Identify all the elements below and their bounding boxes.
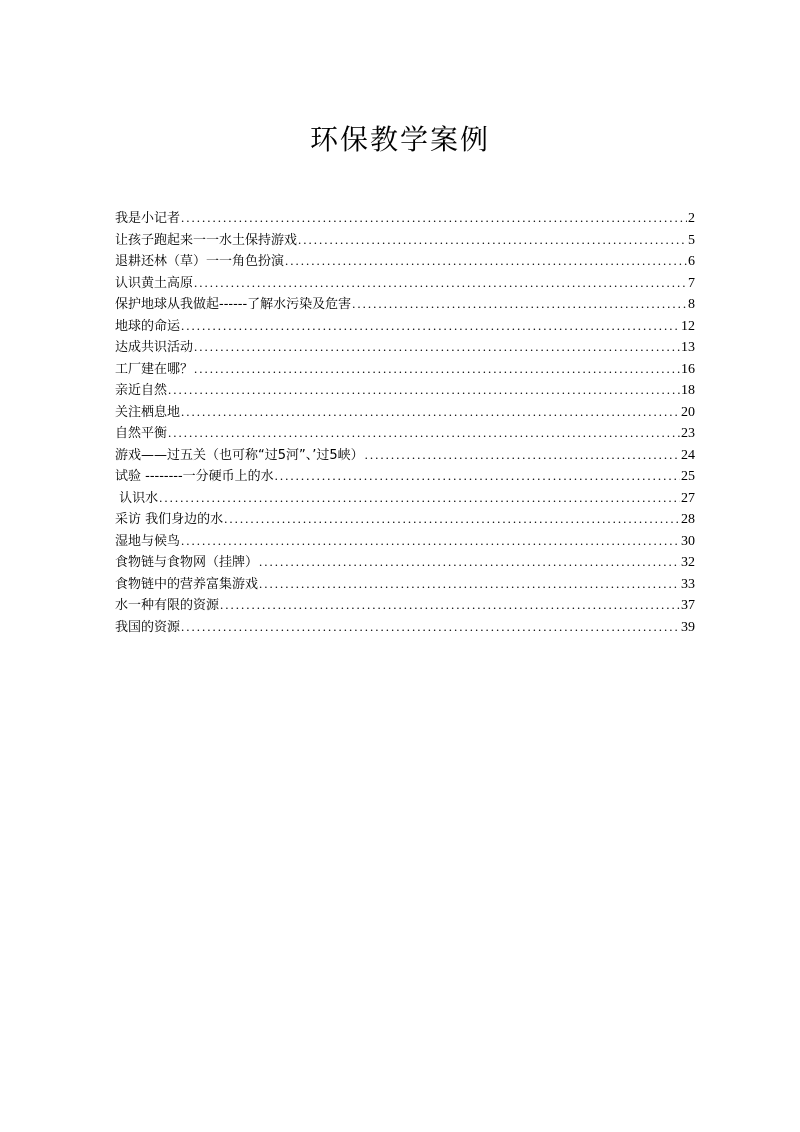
toc-entry-page: 23 [681, 426, 695, 441]
toc-entry-page: 30 [681, 533, 695, 549]
toc-leader-dots [181, 530, 680, 552]
toc-entry[interactable] [115, 229, 695, 251]
page-title: 环保教学案例 [309, 123, 490, 156]
toc-entry-page: 13 [681, 340, 695, 355]
toc-entry-title: 试验 --------一分硬币上的水 [115, 469, 274, 484]
toc-entry[interactable] [115, 293, 695, 315]
toc-entry[interactable] [115, 272, 695, 294]
toc-entry-title: 食物链与食物网（挂牌） [115, 555, 259, 570]
toc-entry-title: 湿地与候鸟 [115, 533, 181, 549]
toc-entry-page: 16 [681, 361, 695, 377]
toc-leader-dots [194, 358, 680, 380]
toc-leader-dots [275, 465, 680, 487]
toc-entry-title: 自然平衡 [115, 426, 168, 441]
toc-entry[interactable] [115, 530, 695, 552]
toc-entry[interactable] [115, 465, 695, 487]
toc-entry-title: 退耕还林（草）一一角色扮演 [115, 254, 285, 269]
toc-leader-dots [181, 401, 680, 423]
toc-entry-page: 6 [688, 254, 695, 269]
toc-leader-dots [259, 551, 680, 573]
toc-entry-title: 地球的命运 [115, 318, 181, 334]
toc-entry[interactable] [115, 379, 695, 401]
toc-leader-dots [259, 573, 680, 595]
toc-leader-dots [352, 293, 687, 315]
toc-entry-title: 我是小记者 [115, 211, 181, 226]
toc-entry-title: 食物链中的营养富集游戏 [115, 576, 259, 592]
toc-leader-dots [224, 508, 680, 530]
toc-leader-dots [194, 272, 687, 294]
toc-entry-title: 让孩子跑起来一一水土保持游戏 [115, 232, 298, 248]
toc-leader-dots [298, 229, 687, 251]
toc-leader-dots [181, 315, 680, 337]
toc-entry-title: 工厂建在哪？ [115, 361, 194, 377]
toc-entry-page: 24 [681, 447, 695, 463]
toc-entry-title: 游戏——过五关（也可称“过5河”、’过5峡） [115, 447, 364, 463]
toc-entry[interactable] [115, 573, 695, 595]
toc-leader-dots [181, 207, 687, 229]
toc-entry[interactable] [115, 487, 695, 509]
toc-leader-dots [285, 250, 687, 272]
toc-entry-title: 水一种有限的资源 [115, 598, 220, 613]
toc-entry-page: 39 [681, 619, 695, 635]
toc-entry-page: 37 [681, 598, 695, 613]
toc-leader-dots [159, 487, 680, 509]
toc-entry-page: 20 [681, 404, 695, 420]
toc-entry-page: 33 [681, 576, 695, 592]
toc-entry[interactable] [115, 616, 695, 638]
toc-entry-page: 7 [688, 275, 695, 291]
toc-entry-title: 达成共识活动 [115, 340, 194, 355]
toc-entry-title: 采访 我们身边的水 [115, 512, 224, 527]
table-of-contents [115, 207, 695, 637]
toc-entry-title: 认识水 [115, 490, 159, 506]
toc-leader-dots [168, 379, 680, 401]
toc-entry-page: 28 [681, 512, 695, 527]
toc-entry-page: 8 [688, 297, 695, 312]
toc-entry-title: 保护地球从我做起------了解水污染及危害 [115, 297, 352, 312]
toc-entry[interactable] [115, 422, 695, 444]
toc-entry-title: 认识黄土高原 [115, 275, 194, 291]
toc-entry[interactable] [115, 315, 695, 337]
toc-entry[interactable] [115, 444, 695, 466]
toc-entry[interactable] [115, 336, 695, 358]
toc-leader-dots [194, 336, 680, 358]
toc-entry[interactable] [115, 358, 695, 380]
toc-entry-page: 5 [688, 232, 695, 248]
toc-entry[interactable] [115, 551, 695, 573]
toc-entry-page: 18 [681, 383, 695, 398]
toc-leader-dots [168, 422, 680, 444]
toc-entry[interactable] [115, 250, 695, 272]
toc-entry-page: 25 [681, 469, 695, 484]
toc-leader-dots [181, 616, 680, 638]
toc-leader-dots [365, 444, 680, 466]
toc-entry[interactable] [115, 401, 695, 423]
toc-entry-title: 关注栖息地 [115, 404, 181, 420]
toc-entry-page: 27 [681, 490, 695, 506]
toc-entry-page: 2 [688, 211, 695, 226]
toc-entry-title: 我国的资源 [115, 619, 181, 635]
toc-entry[interactable] [115, 207, 695, 229]
toc-entry-page: 32 [681, 555, 695, 570]
toc-entry-title: 亲近自然 [115, 383, 168, 398]
toc-leader-dots [220, 594, 680, 616]
toc-entry[interactable] [115, 508, 695, 530]
toc-entry-page: 12 [681, 318, 695, 334]
toc-entry[interactable] [115, 594, 695, 616]
